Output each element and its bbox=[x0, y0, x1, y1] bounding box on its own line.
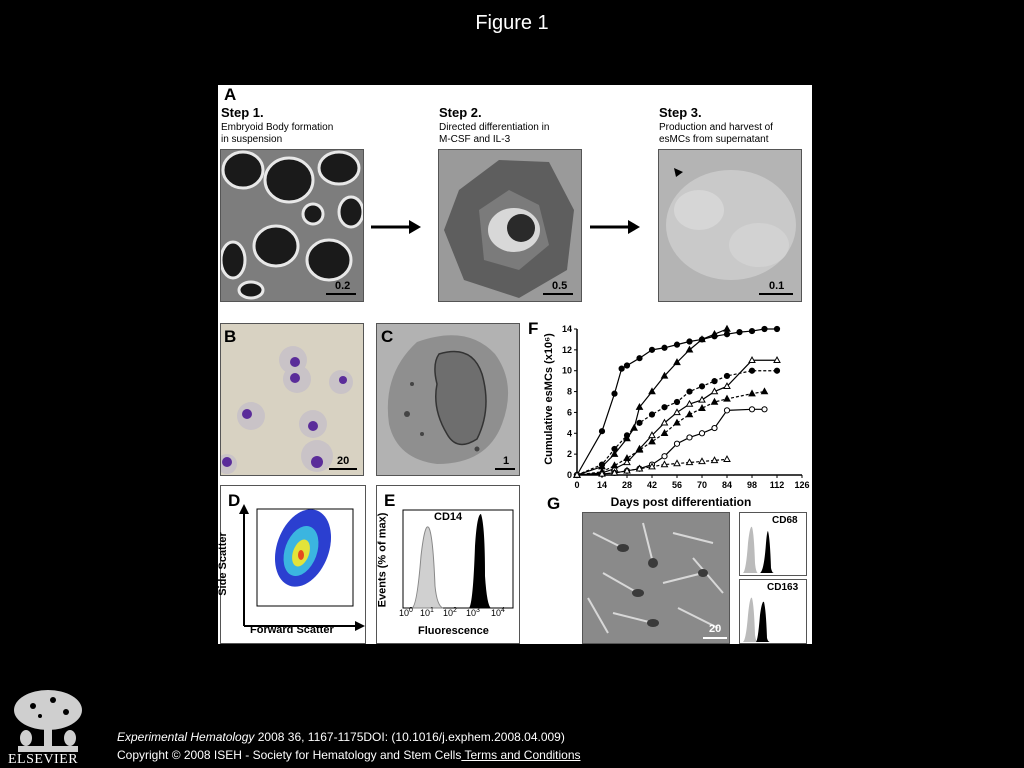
step2-scale-label: 0.5 bbox=[552, 280, 568, 292]
chart-point bbox=[599, 429, 604, 434]
chart-y-tick-label: 6 bbox=[566, 407, 572, 418]
macrophage-micrograph bbox=[582, 512, 730, 644]
chart-x-tick-label: 42 bbox=[646, 480, 658, 490]
panel-d-label: D bbox=[228, 491, 241, 510]
chart-point bbox=[662, 405, 667, 410]
chart-x-tick-label: 28 bbox=[621, 480, 633, 490]
chart-point bbox=[762, 388, 768, 393]
page-title: Figure 1 bbox=[475, 12, 549, 34]
chart-x-tick-label: 0 bbox=[574, 480, 580, 490]
figure-panel bbox=[218, 85, 812, 644]
e-tick-4: $10^4$ bbox=[491, 607, 505, 618]
harvest-micrograph bbox=[658, 149, 802, 302]
cd14-histogram-panel bbox=[376, 485, 520, 644]
chart-point bbox=[624, 455, 630, 460]
chart-point bbox=[712, 425, 717, 430]
chart-x-tick-label: 70 bbox=[696, 480, 708, 490]
step1-desc: Embryoid Body formation in suspension bbox=[221, 122, 334, 145]
cd163-marker-label: CD163 bbox=[767, 582, 799, 593]
chart-point bbox=[599, 462, 604, 467]
chart-point bbox=[699, 431, 704, 436]
chart-point bbox=[624, 433, 629, 438]
chart-point bbox=[619, 366, 624, 371]
copyright-text: Copyright © 2008 ISEH - Society for Hematology and Stem Cells bbox=[117, 748, 462, 762]
chart-point bbox=[724, 396, 730, 401]
step2-scale-bar bbox=[543, 293, 573, 295]
step1-scale-label: 0.2 bbox=[335, 280, 351, 292]
chart-point bbox=[724, 332, 729, 337]
cd163-histogram bbox=[739, 579, 807, 644]
differentiation-micrograph bbox=[438, 149, 582, 302]
chart-point bbox=[699, 397, 705, 402]
step3-scale-label: 0.1 bbox=[769, 280, 785, 292]
chart-point bbox=[624, 363, 629, 368]
chart-point bbox=[637, 356, 642, 361]
chart-y-tick-label: 10 bbox=[561, 365, 572, 376]
chart-point bbox=[649, 347, 654, 352]
stained-cells-micrograph bbox=[220, 323, 364, 476]
journal-name: Experimental Hematology bbox=[117, 730, 255, 744]
chart-x-tick-label: 84 bbox=[721, 480, 733, 490]
panel-g-label: G bbox=[547, 494, 561, 513]
e-tick-2: $10^2$ bbox=[443, 607, 457, 618]
chart-point bbox=[749, 368, 754, 373]
chart-point bbox=[724, 408, 729, 413]
chart-point bbox=[687, 339, 692, 344]
panel-c-label: C bbox=[381, 327, 394, 346]
chart-point bbox=[649, 412, 654, 417]
chart-point bbox=[762, 407, 767, 412]
chart-point bbox=[699, 458, 705, 463]
chart-x-tick-label: 14 bbox=[596, 480, 608, 490]
elsevier-logo-text: ELSEVIER bbox=[8, 752, 79, 767]
chart-y-axis-label: Cumulative esMCs (x10⁶) bbox=[543, 333, 555, 465]
step1-title: Step 1. bbox=[221, 105, 264, 120]
step2-desc: Directed differentiation in M-CSF and IL-3 bbox=[439, 122, 550, 145]
chart-point bbox=[724, 326, 730, 331]
chart-point bbox=[612, 391, 617, 396]
chart-x-tick-label: 56 bbox=[671, 480, 683, 490]
chart-point bbox=[749, 328, 754, 333]
flow-y-axis-label: Side Scatter bbox=[216, 532, 229, 596]
e-x-axis-label: Fluorescence bbox=[418, 625, 489, 637]
chart-y-tick-label: 4 bbox=[566, 428, 572, 439]
panel-f-label: F bbox=[528, 319, 539, 338]
chart-x-tick-label: 126 bbox=[794, 480, 810, 490]
chart-y-tick-label: 2 bbox=[566, 449, 572, 460]
chart-point bbox=[737, 330, 742, 335]
chart-point bbox=[712, 379, 717, 384]
chart-point bbox=[762, 326, 767, 331]
chart-point bbox=[724, 373, 729, 378]
chart-point bbox=[662, 454, 667, 459]
chart-point bbox=[674, 420, 680, 425]
chart-point bbox=[649, 438, 655, 443]
panel-g-scale-bar bbox=[703, 637, 727, 639]
e-tick-3: $10^3$ bbox=[466, 607, 480, 618]
arrow-right-icon bbox=[371, 217, 423, 237]
chart-y-tick-label: 14 bbox=[561, 324, 572, 334]
chart-x-tick-label: 98 bbox=[746, 480, 758, 490]
electron-micrograph bbox=[376, 323, 520, 476]
step3-scale-bar bbox=[759, 293, 793, 295]
cd68-marker-label: CD68 bbox=[772, 515, 798, 526]
chart-point bbox=[699, 384, 704, 389]
chart-x-tick-label: 112 bbox=[769, 480, 785, 490]
panel-g-scale-label: 20 bbox=[709, 623, 722, 635]
panel-c-scale-label: 1 bbox=[503, 455, 510, 467]
e-tick-1: $10^1$ bbox=[420, 607, 434, 618]
chart-point bbox=[749, 390, 755, 395]
arrow-right-icon bbox=[590, 217, 642, 237]
chart-point bbox=[774, 368, 779, 373]
step3-desc: Production and harvest of esMCs from supernatant bbox=[659, 122, 773, 145]
embryoid-body-micrograph bbox=[220, 149, 364, 302]
chart-point bbox=[749, 407, 754, 412]
e-tick-0: $10^0$ bbox=[399, 607, 413, 618]
chart-y-tick-label: 8 bbox=[566, 386, 572, 397]
step2-title: Step 2. bbox=[439, 105, 482, 120]
chart-point bbox=[674, 409, 680, 414]
chart-point bbox=[637, 420, 642, 425]
chart-point bbox=[674, 441, 679, 446]
chart-series-line bbox=[577, 392, 765, 475]
cd68-histogram bbox=[739, 512, 807, 576]
chart-point bbox=[687, 389, 692, 394]
flow-x-axis-label: Forward Scatter bbox=[250, 624, 334, 636]
panel-e-label: E bbox=[384, 491, 396, 510]
citation bbox=[117, 730, 565, 744]
chart-point bbox=[724, 456, 730, 461]
chart-series-line bbox=[577, 409, 765, 475]
panel-c-scale-bar bbox=[495, 468, 515, 470]
step3-title: Step 3. bbox=[659, 105, 702, 120]
chart-point bbox=[674, 342, 679, 347]
chart-x-axis-label: Days post differentiation bbox=[610, 495, 752, 509]
step1-scale-bar bbox=[326, 293, 356, 295]
panel-b-scale-bar bbox=[329, 468, 357, 470]
chart-y-tick-label: 12 bbox=[561, 344, 572, 355]
chart-point bbox=[687, 435, 692, 440]
chart-y-tick-label: 0 bbox=[566, 470, 572, 480]
copyright bbox=[117, 748, 581, 762]
cumulative-esmcs-chart bbox=[540, 321, 812, 509]
e-y-axis-label: Events (% of max) bbox=[376, 512, 389, 608]
citation-details: 2008 36, 1167-1175DOI: (10.1016/j.exphem.2008.04.009) bbox=[254, 730, 565, 744]
flow-scatter-panel bbox=[216, 485, 366, 644]
panel-a-label: A bbox=[224, 85, 237, 104]
chart-point bbox=[612, 446, 617, 451]
terms-link[interactable]: Terms and Conditions bbox=[461, 748, 581, 762]
chart-point bbox=[612, 462, 618, 467]
chart-point bbox=[774, 326, 779, 331]
cd14-marker-label: CD14 bbox=[434, 511, 463, 523]
panel-b-scale-label: 20 bbox=[337, 455, 350, 467]
chart-point bbox=[662, 345, 667, 350]
panel-b-label: B bbox=[224, 327, 237, 346]
chart-point bbox=[674, 399, 679, 404]
